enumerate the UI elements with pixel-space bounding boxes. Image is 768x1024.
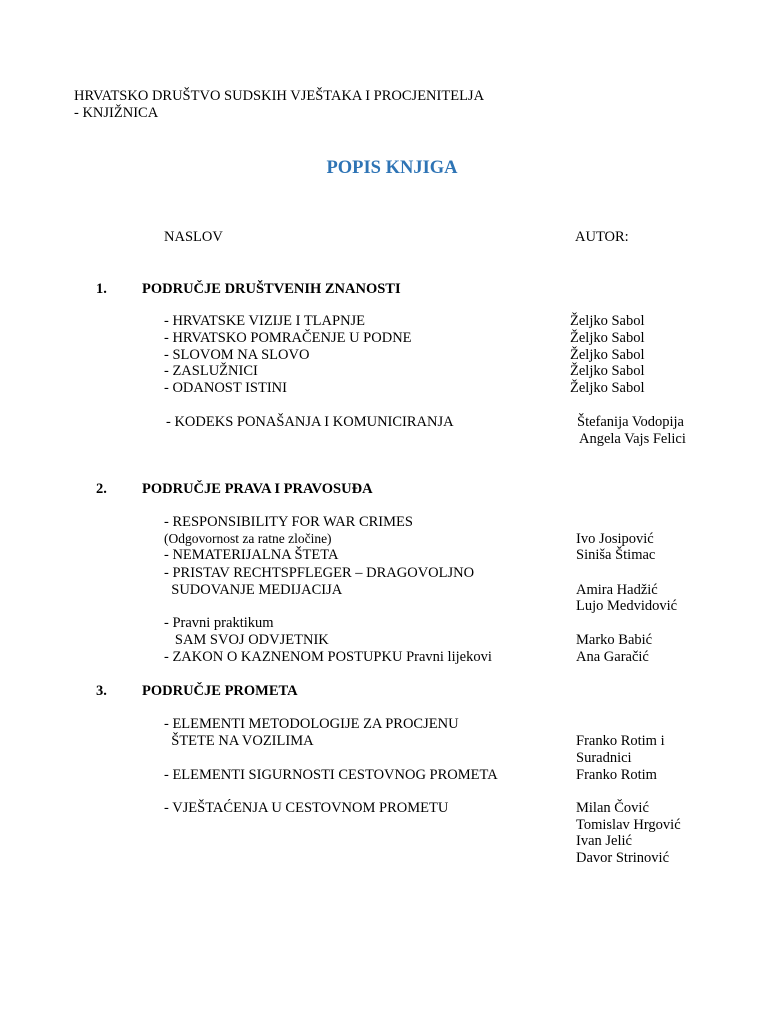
book-title-continued: ŠTETE NA VOZILIMA [164, 733, 314, 749]
book-title: - PRISTAV RECHTSPFLEGER – DRAGOVOLJNO [164, 565, 475, 581]
book-author: Željko Sabol [570, 363, 645, 379]
book-title: - ELEMENTI SIGURNOSTI CESTOVNOG PROMETA [164, 767, 498, 783]
book-title: - ZAKON O KAZNENOM POSTUPKU Pravni lijekovi [164, 649, 492, 665]
book-subtitle: (Odgovornost za ratne zločine) [164, 531, 332, 546]
book-title: - ODANOST ISTINI [164, 380, 287, 396]
book-title: - ZASLUŽNICI [164, 363, 258, 379]
book-title: - KODEKS PONAŠANJA I KOMUNICIRANJA [166, 414, 454, 430]
book-author: Štefanija Vodopija [577, 414, 684, 430]
book-title: - RESPONSIBILITY FOR WAR CRIMES [164, 514, 413, 530]
book-author: Željko Sabol [570, 313, 645, 329]
book-author: Marko Babić [576, 632, 653, 648]
book-title-continued: SAM SVOJ ODVJETNIK [164, 632, 329, 648]
book-title-continued: SUDOVANJE MEDIJACIJA [164, 582, 343, 598]
book-author: Angela Vajs Felici [579, 431, 686, 447]
book-author: Amira Hadžić [576, 582, 658, 598]
book-title: - HRVATSKO POMRAČENJE U PODNE [164, 330, 412, 346]
page-title: POPIS KNJIGA [326, 158, 458, 178]
column-header-title: NASLOV [164, 229, 223, 245]
section-number: 1. [96, 281, 107, 297]
book-author: Suradnici [576, 750, 632, 766]
book-author: Siniša Štimac [576, 547, 656, 563]
section-title: PODRUČJE DRUŠTVENIH ZNANOSTI [142, 281, 401, 297]
book-author: Željko Sabol [570, 347, 645, 363]
library-label: - KNJIŽNICA [74, 104, 159, 121]
book-title: - VJEŠTAĆENJA U CESTOVNOM PROMETU [164, 800, 449, 816]
document-header [74, 88, 484, 121]
society-name: HRVATSKO DRUŠTVO SUDSKIH VJEŠTAKA I PROCJENITELJA [74, 88, 485, 104]
book-title: - HRVATSKE VIZIJE I TLAPNJE [164, 313, 366, 329]
section-number: 2. [96, 481, 107, 497]
book-author: Franko Rotim i [576, 733, 665, 749]
book-title: - ELEMENTI METODOLOGIJE ZA PROCJENU [164, 716, 459, 732]
book-title: - NEMATERIJALNA ŠTETA [164, 547, 339, 563]
book-author: Ana Garačić [576, 649, 649, 665]
book-title: - Pravni praktikum [164, 615, 274, 631]
book-author: Lujo Medvidović [576, 598, 678, 614]
book-author: Tomislav Hrgović [576, 817, 681, 833]
column-header-author: AUTOR: [575, 229, 629, 245]
book-author: Ivo Josipović [576, 531, 654, 547]
book-author: Davor Strinović [576, 850, 670, 866]
book-author: Milan Čović [576, 800, 649, 816]
section-title: PODRUČJE PROMETA [142, 683, 298, 699]
book-title: - SLOVOM NA SLOVO [164, 347, 310, 363]
section-number: 3. [96, 683, 107, 699]
book-author: Franko Rotim [576, 767, 657, 783]
book-author: Željko Sabol [570, 330, 645, 346]
book-author: Željko Sabol [570, 380, 645, 396]
section-title: PODRUČJE PRAVA I PRAVOSUĐA [142, 481, 373, 497]
book-author: Ivan Jelić [576, 833, 632, 849]
